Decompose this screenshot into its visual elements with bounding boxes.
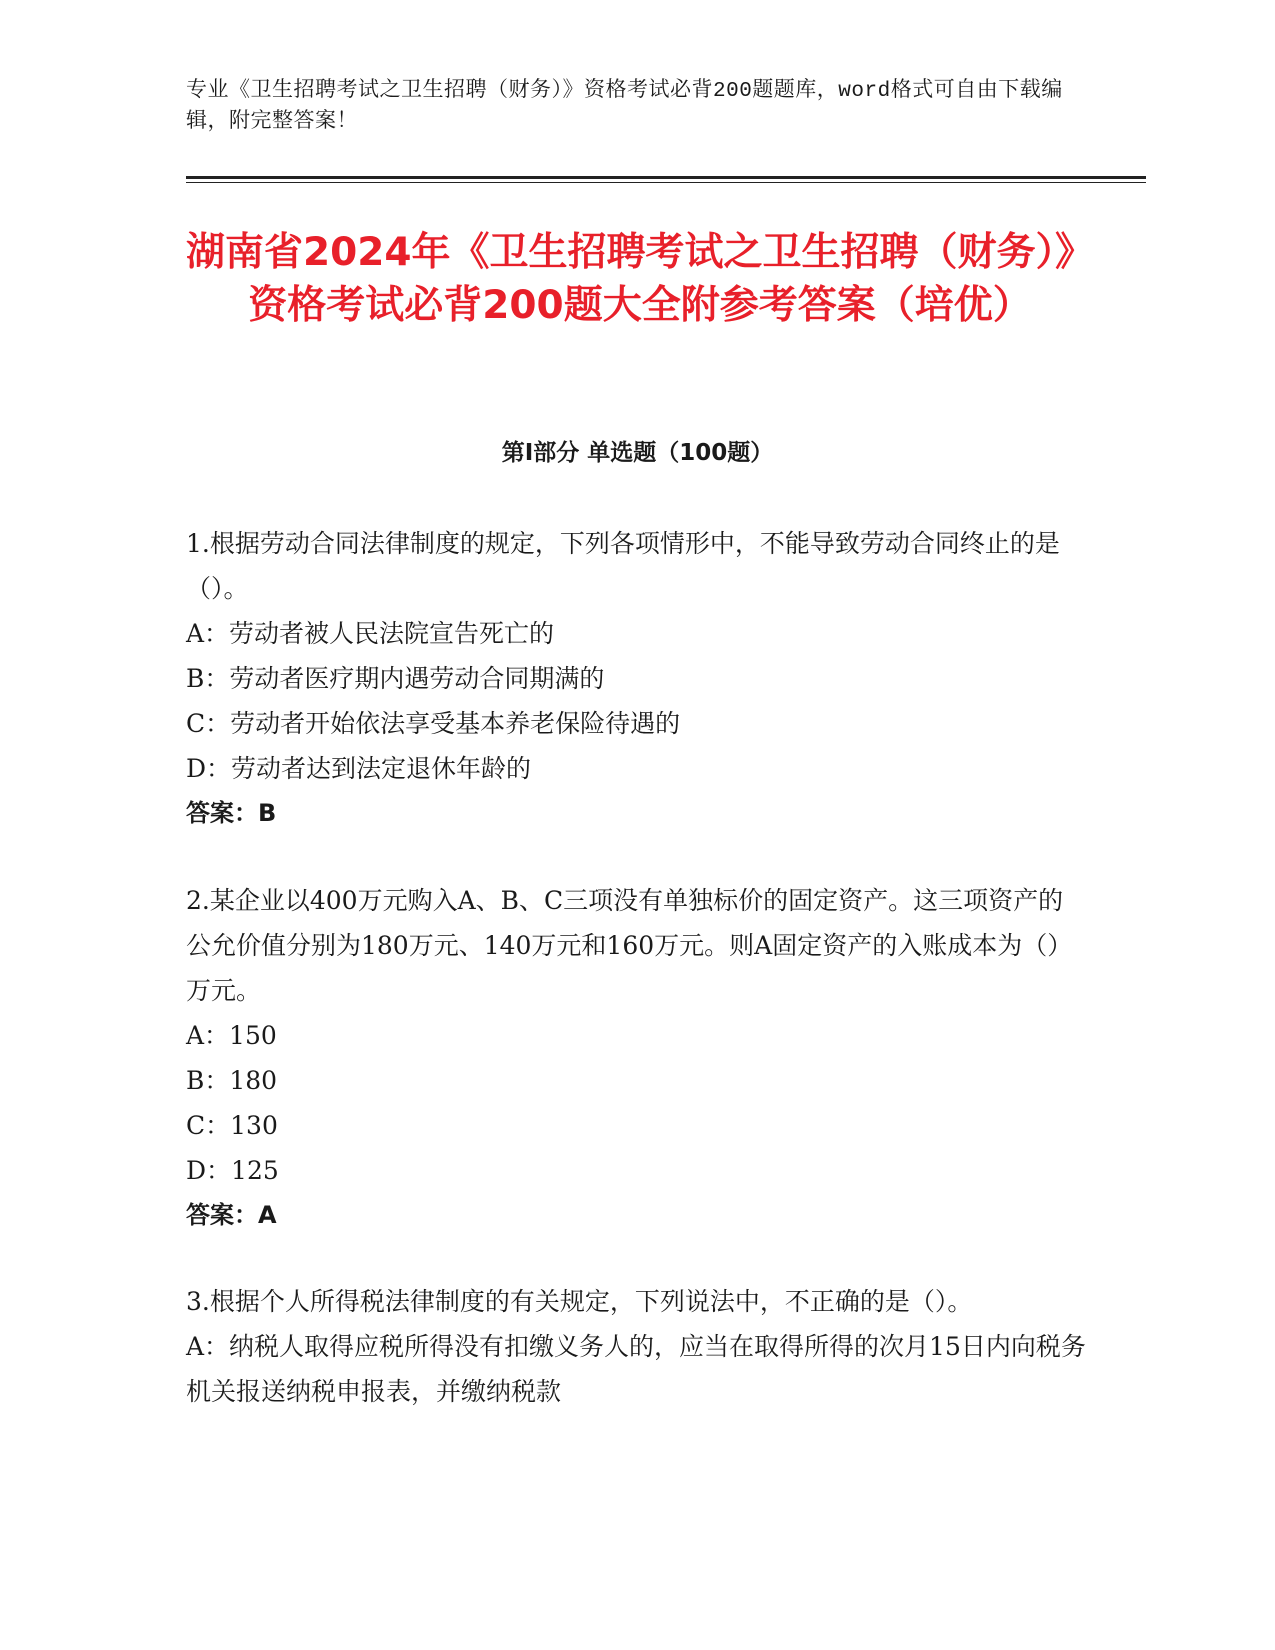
section-title: 第I部分 单选题（100题） xyxy=(501,440,774,466)
question-block xyxy=(186,521,1086,836)
answer-line: 答案：B xyxy=(186,799,277,827)
question-block xyxy=(186,1279,1086,1414)
option-d: D：125 xyxy=(186,1156,279,1185)
question-stem: 3.根据个人所得税法律制度的有关规定，下列说法中，不正确的是（）。 xyxy=(186,1287,973,1316)
option-b: B：180 xyxy=(186,1066,278,1095)
header-note: 专业《卫生招聘考试之卫生招聘（财务）》资格考试必背200题题库，word格式可自由下载编辑，附完整答案！ xyxy=(186,80,1063,134)
option-a: A：150 xyxy=(186,1021,277,1050)
question-block xyxy=(186,878,1086,1238)
option-a: A：纳税人取得应税所得没有扣缴义务人的，应当在取得所得的次月15日内向税务机关报送纳税申报表，并缴纳税款 xyxy=(186,1332,1086,1406)
option-c: C：130 xyxy=(186,1111,278,1140)
header-divider-thick xyxy=(186,176,1146,179)
option-a: A：劳动者被人民法院宣告死亡的 xyxy=(186,619,555,648)
option-d: D：劳动者达到法定退休年龄的 xyxy=(186,754,532,783)
option-b: B：劳动者医疗期内遇劳动合同期满的 xyxy=(186,664,605,693)
option-c: C：劳动者开始依法享受基本养老保险待遇的 xyxy=(186,709,681,738)
document-title: 湖南省2024年《卫生招聘考试之卫生招聘（财务）》资格考试必背200题大全附参考答案（培优） xyxy=(185,230,1095,328)
question-stem: 1.根据劳动合同法律制度的规定，下列各项情形中，不能导致劳动合同终止的是（）。 xyxy=(186,529,1060,603)
answer-line: 答案：A xyxy=(186,1201,277,1229)
question-stem: 2.某企业以400万元购入A、B、C三项没有单独标价的固定资产。这三项资产的公允价值分别为180万元、140万元和160万元。则A固定资产的入账成本为（）万元。 xyxy=(186,886,1073,1005)
header-divider-thin xyxy=(186,182,1146,183)
